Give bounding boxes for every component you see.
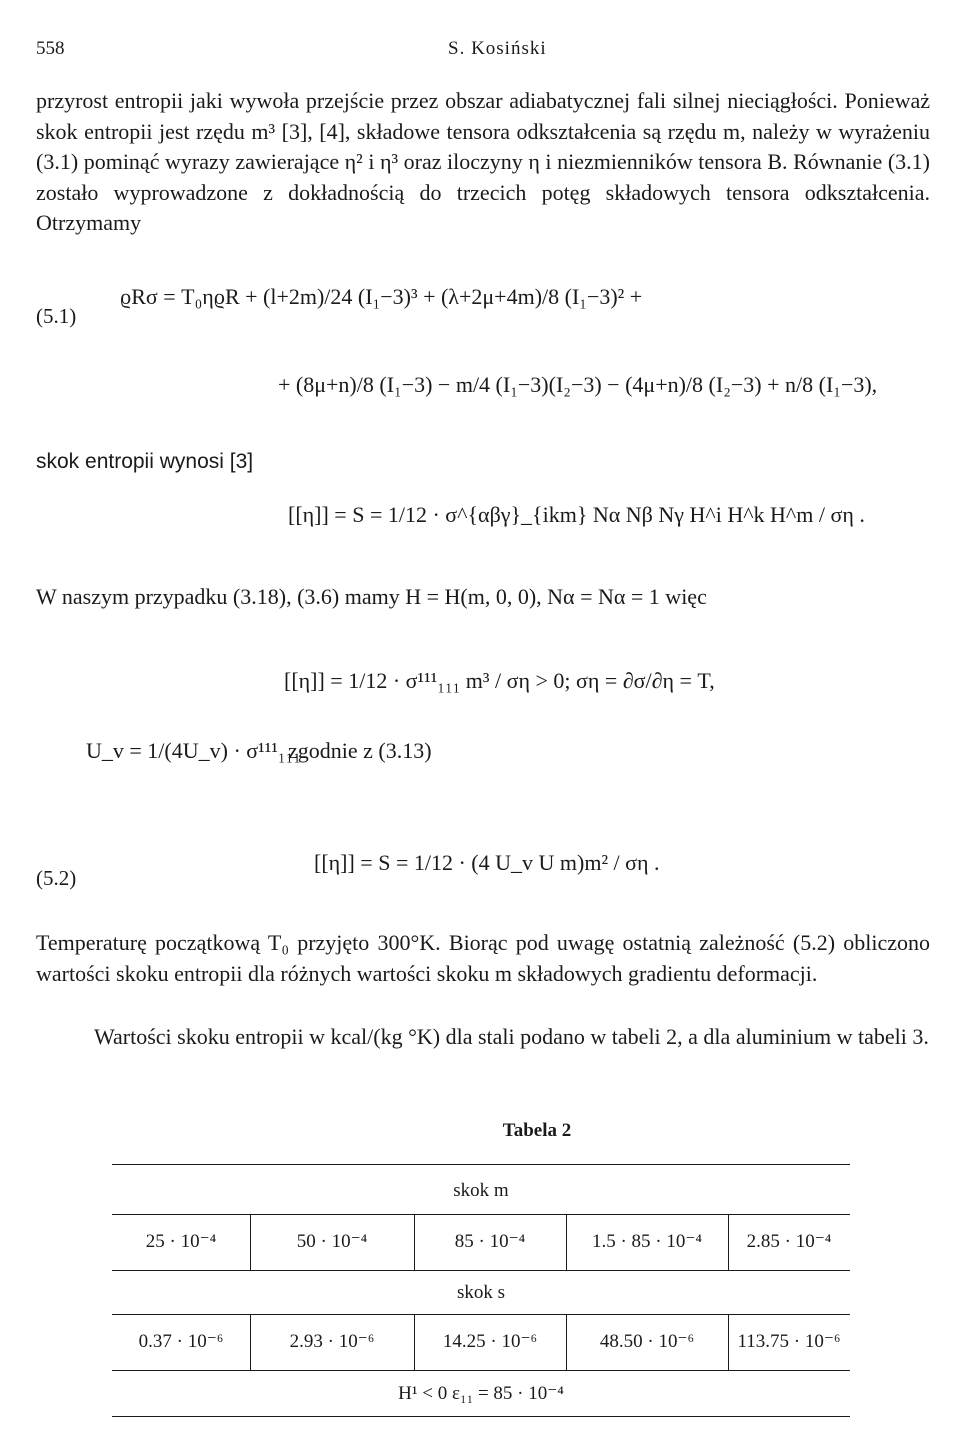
equation-entropy-jump-text: [[η]] = S = 1/12 · σ^{αβγ}_{ikm} Nα Nβ Nγ H^i H^k H^m / ση . xyxy=(288,502,865,527)
table-cell-m: 1.5 · 85 · 10⁻⁴ xyxy=(591,1231,703,1252)
table-header-s: skok s xyxy=(456,1282,506,1303)
table-cell-m: 50 · 10⁻⁴ xyxy=(296,1231,368,1252)
equation-uv-text: U_v = 1/(4U_v) · σ¹¹¹₁₁₁ xyxy=(86,738,301,763)
table-rule-s xyxy=(112,1314,850,1315)
paragraph-our-case: W naszym przypadku (3.18), (3.6) mamy H = H(m, 0, 0), Nα = Nα = 1 więc xyxy=(36,584,707,609)
table-cell-m: 85 · 10⁻⁴ xyxy=(454,1231,526,1252)
equation-label-5-1: (5.1) xyxy=(36,304,77,328)
table-cell-s: 14.25 · 10⁻⁶ xyxy=(442,1331,538,1352)
equation-5-1-line-2 xyxy=(278,372,877,398)
table-title: Tabela 2 xyxy=(502,1120,572,1141)
table-cell-m: 2.85 · 10⁻⁴ xyxy=(746,1231,832,1252)
equation-5-1-line-2-text: + (8μ+n)/8 (I₁−3) − m/4 (I₁−3)(I₂−3) − (4μ+n)/8 (I₂−3) + n/8 (I₁−3), xyxy=(278,372,878,397)
table-cell-s: 48.50 · 10⁻⁶ xyxy=(599,1331,695,1352)
table-rule-footer xyxy=(112,1370,850,1371)
equation-5-2 xyxy=(314,850,660,876)
equation-entropy-jump xyxy=(288,502,865,528)
equation-5-1-line-1-text: ϱRσ = T₀ηϱR + (l+2m)/24 (I₁−3)³ + (λ+2μ+4m)/8 (I₁−3)² + xyxy=(120,284,643,309)
paragraph-intro: przyrost entropii jaki wywoła przejście przez obszar adiabatycznej fali silnej nieciągłości. Ponieważ skok entropii jest rzędu m³ [3], [4], składowe tensora odkształcenia są rzędu m, należy w wyrażeniu (3.1) pominąć wyrazy zawierające η² i η³ oraz iloczyny η i niezmienników tensora B. Równanie (3.1) zostało wyprowadzone z dokładnością do trzecich potęg składowych tensora odkształcenia. Otrzymamy xyxy=(36,88,930,235)
table-cell-m: 25 · 10⁻⁴ xyxy=(145,1231,217,1252)
table-cell-s: 113.75 · 10⁻⁶ xyxy=(737,1331,841,1352)
paragraph-entropy-jump: skok entropii wynosi [3] xyxy=(36,450,254,473)
paragraph-tables: Wartości skoku entropii w kcal/(kg °K) dla stali podano w tabeli 2, a dla aluminium w tabeli 3. xyxy=(94,1024,929,1049)
paragraph-according: zgodnie z (3.13) xyxy=(288,738,432,763)
page-number: 558 xyxy=(36,38,65,59)
table-bottom-rule xyxy=(112,1416,850,1417)
table-cell-s: 0.37 · 10⁻⁶ xyxy=(138,1331,224,1352)
table-footer: H¹ < 0 ε₁₁ = 85 · 10⁻⁴ xyxy=(398,1383,564,1404)
equation-label-5-2: (5.2) xyxy=(36,866,77,890)
equation-5-1-line-1 xyxy=(120,284,642,310)
equation-uv xyxy=(86,738,301,764)
table-header-m: skok m xyxy=(453,1180,509,1201)
table-rule-m xyxy=(112,1214,850,1215)
equation-our-case xyxy=(284,668,715,694)
table-top-rule xyxy=(112,1164,850,1165)
table-rule-mid xyxy=(112,1270,850,1271)
equation-5-2-text: [[η]] = S = 1/12 · (4 U_v U m)m² / ση . xyxy=(314,850,660,875)
running-head-author: S. Kosiński xyxy=(448,38,547,59)
table-cell-s: 2.93 · 10⁻⁶ xyxy=(289,1331,375,1352)
paragraph-temperature: Temperaturę początkową T₀ przyjęto 300°K. Biorąc pod uwagę ostatnią zależność (5.2) obliczono wartości skoku entropii dla różnych wartości skoku m składowych gradientu deformacji. xyxy=(36,930,930,986)
equation-our-case-text: [[η]] = 1/12 · σ¹¹¹₁₁₁ m³ / ση > 0; ση = ∂σ/∂η = T, xyxy=(284,668,715,693)
